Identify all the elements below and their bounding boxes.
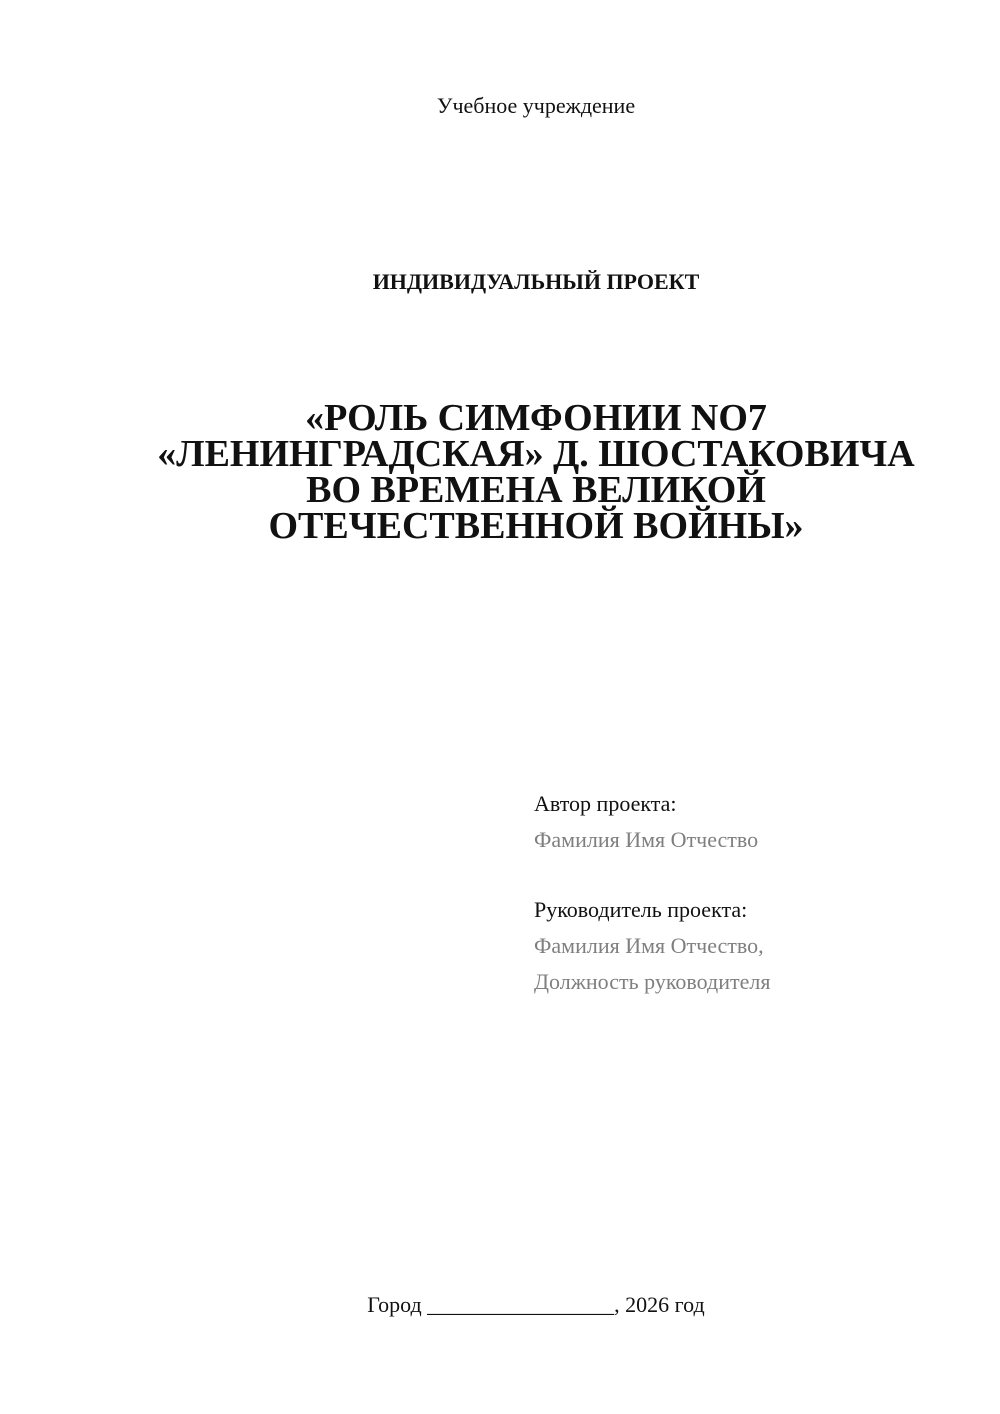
city-year-line: Город _________________, 2026 год bbox=[367, 1292, 705, 1317]
project-title bbox=[100, 397, 972, 547]
supervisor-label: Руководитель проекта: bbox=[534, 897, 748, 922]
project-title-line: ВО ВРЕМЕНА ВЕЛИКОЙ bbox=[306, 469, 766, 511]
author-block bbox=[534, 786, 974, 858]
institution-name: Учебное учреждение bbox=[436, 93, 636, 118]
author-name-placeholder: Фамилия Имя Отчество bbox=[534, 827, 759, 852]
supervisor-name-placeholder: Фамилия Имя Отчество, bbox=[534, 933, 764, 958]
project-title-line: «ЛЕНИНГРАДСКАЯ» Д. ШОСТАКОВИЧА bbox=[157, 433, 915, 475]
project-title-line: «РОЛЬ СИМФОНИИ NO7 bbox=[305, 397, 767, 439]
supervisor-position-placeholder: Должность руководителя bbox=[534, 969, 771, 994]
document-type: ИНДИВИДУАЛЬНЫЙ ПРОЕКТ bbox=[372, 269, 700, 294]
supervisor-block bbox=[534, 892, 974, 1000]
author-label: Автор проекта: bbox=[534, 791, 677, 816]
project-title-line: ОТЕЧЕСТВЕННОЙ ВОЙНЫ» bbox=[268, 505, 804, 547]
